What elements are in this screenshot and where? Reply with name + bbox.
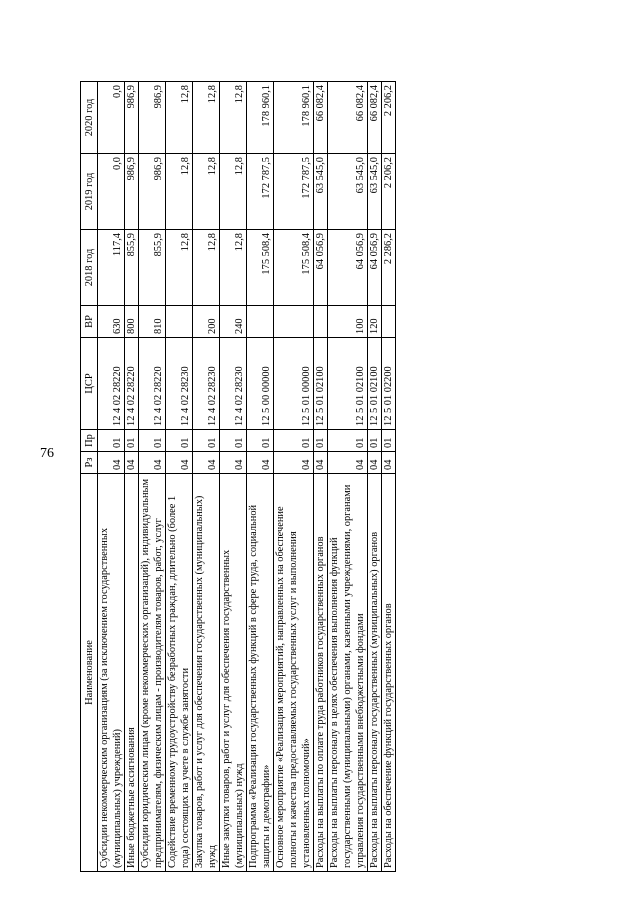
row-vr (274, 306, 314, 338)
row-rz: 04 (139, 452, 166, 474)
row-2018: 64 056,9 (328, 230, 368, 306)
row-2019: 172 787,5 (247, 154, 274, 230)
row-2018: 855,9 (125, 230, 139, 306)
table-row (193, 82, 220, 872)
row-pr: 01 (166, 430, 193, 452)
row-pr: 01 (382, 430, 396, 452)
row-2018: 12,8 (193, 230, 220, 306)
row-name: Основное мероприятие «Реализация мероприятий, направленных на обеспечение полноты и качества предоставляемых государственных услуг и выполнения установленных полномочий» (274, 474, 314, 872)
row-2019: 172 787,5 (274, 154, 314, 230)
row-vr: 100 (328, 306, 368, 338)
row-vr: 200 (193, 306, 220, 338)
row-vr (247, 306, 274, 338)
row-csr: 12 4 02 28230 (193, 338, 220, 430)
row-name: Субсидии некоммерческим организациям (за исключением государственных (муниципальных) учреждений) (98, 474, 125, 872)
row-2019: 63 545,0 (368, 154, 382, 230)
row-rz: 04 (125, 452, 139, 474)
row-name: Расходы на выплаты по оплате труда работников государственных органов (314, 474, 328, 872)
row-rz: 04 (314, 452, 328, 474)
table-row (166, 82, 193, 872)
table-row (314, 82, 328, 872)
rotated-table-wrapper (80, 82, 540, 872)
row-2018: 2 286,2 (382, 230, 396, 306)
row-pr: 01 (98, 430, 125, 452)
row-rz: 04 (193, 452, 220, 474)
row-vr (382, 306, 396, 338)
table-row (220, 82, 247, 872)
table-header-row (81, 82, 98, 872)
row-name: Иные закупки товаров, работ и услуг для обеспечения государственных (муниципальных) нужд (220, 474, 247, 872)
table-row (368, 82, 382, 872)
row-2018: 117,4 (98, 230, 125, 306)
row-rz: 04 (166, 452, 193, 474)
row-vr (166, 306, 193, 338)
row-2020: 12,8 (166, 82, 193, 154)
row-pr: 01 (220, 430, 247, 452)
table-row (274, 82, 314, 872)
table-row (328, 82, 368, 872)
row-pr: 01 (139, 430, 166, 452)
header-csr: ЦСР (81, 338, 98, 430)
row-vr: 630 (98, 306, 125, 338)
row-2018: 12,8 (220, 230, 247, 306)
row-vr: 800 (125, 306, 139, 338)
row-rz: 04 (247, 452, 274, 474)
row-2019: 12,8 (193, 154, 220, 230)
header-2019: 2019 год (81, 154, 98, 230)
table-row (139, 82, 166, 872)
row-csr: 12 4 02 28230 (220, 338, 247, 430)
header-vr: ВР (81, 306, 98, 338)
row-2020: 178 960,1 (247, 82, 274, 154)
row-pr: 01 (193, 430, 220, 452)
row-name: Содействие временному трудоустройству безработных граждан, длительно (более 1 года) состоящих на учете в службе занятости (166, 474, 193, 872)
row-2020: 2 206,2 (382, 82, 396, 154)
row-rz: 04 (368, 452, 382, 474)
row-rz: 04 (274, 452, 314, 474)
row-2020: 986,9 (125, 82, 139, 154)
row-rz: 04 (328, 452, 368, 474)
row-rz: 04 (220, 452, 247, 474)
row-name: Расходы на выплаты персоналу в целях обеспечения выполнения функций государственными (муниципальными) органами, казенными учреждениями, органами управления государственными внебюджетными фондами (328, 474, 368, 872)
table-row (247, 82, 274, 872)
row-2018: 12,8 (166, 230, 193, 306)
row-csr: 12 5 01 02200 (382, 338, 396, 430)
row-csr: 12 5 01 02100 (368, 338, 382, 430)
row-pr: 01 (274, 430, 314, 452)
row-csr: 12 5 01 02100 (328, 338, 368, 430)
row-2020: 12,8 (220, 82, 247, 154)
row-2019: 12,8 (220, 154, 247, 230)
page-number: 76 (40, 446, 54, 461)
row-name: Иные бюджетные ассигнования (125, 474, 139, 872)
row-2019: 0,0 (98, 154, 125, 230)
row-2019: 63 545,0 (314, 154, 328, 230)
row-2019: 63 545,0 (328, 154, 368, 230)
row-2019: 986,9 (139, 154, 166, 230)
header-rz: Рз (81, 452, 98, 474)
row-2018: 175 508,4 (274, 230, 314, 306)
table-row (98, 82, 125, 872)
row-2020: 66 082,4 (314, 82, 328, 154)
row-csr: 12 4 02 28230 (166, 338, 193, 430)
row-rz: 04 (382, 452, 396, 474)
row-2018: 855,9 (139, 230, 166, 306)
header-pr: Пр (81, 430, 98, 452)
row-name: Расходы на выплаты персоналу государственных (муниципальных) органов (368, 474, 382, 872)
row-2020: 0,0 (98, 82, 125, 154)
row-pr: 01 (368, 430, 382, 452)
row-pr: 01 (125, 430, 139, 452)
row-pr: 01 (314, 430, 328, 452)
header-name: Наименование (81, 474, 98, 872)
table-row (125, 82, 139, 872)
row-csr: 12 5 01 00000 (274, 338, 314, 430)
row-vr: 240 (220, 306, 247, 338)
row-name: Расходы на обеспечение функций государственных органов (382, 474, 396, 872)
row-name: Субсидии юридическим лицам (кроме некоммерческих организаций), индивидуальным предпринимателям, физическим лицам - производителям товаров, работ, услуг (139, 474, 166, 872)
row-pr: 01 (247, 430, 274, 452)
row-name: Закупка товаров, работ и услуг для обеспечения государственных (муниципальных) нужд (193, 474, 220, 872)
row-csr: 12 5 01 02100 (314, 338, 328, 430)
row-2020: 178 960,1 (274, 82, 314, 154)
row-2019: 12,8 (166, 154, 193, 230)
row-vr: 120 (368, 306, 382, 338)
header-2018: 2018 год (81, 230, 98, 306)
header-2020: 2020 год (81, 82, 98, 154)
table-row (382, 82, 396, 872)
row-2019: 986,9 (125, 154, 139, 230)
row-csr: 12 5 00 00000 (247, 338, 274, 430)
row-2018: 64 056,9 (368, 230, 382, 306)
row-csr: 12 4 02 28220 (125, 338, 139, 430)
row-2020: 66 082,4 (368, 82, 382, 154)
budget-table (80, 81, 396, 872)
row-name: Подпрограмма «Реализация государственных функций в сфере труда, социальной защиты и демографии» (247, 474, 274, 872)
row-vr: 810 (139, 306, 166, 338)
row-csr: 12 4 02 28220 (139, 338, 166, 430)
row-csr: 12 4 02 28220 (98, 338, 125, 430)
row-2020: 986,9 (139, 82, 166, 154)
row-vr (314, 306, 328, 338)
row-2018: 175 508,4 (247, 230, 274, 306)
row-2019: 2 206,2 (382, 154, 396, 230)
row-pr: 01 (328, 430, 368, 452)
row-2018: 64 056,9 (314, 230, 328, 306)
row-2020: 66 082,4 (328, 82, 368, 154)
row-2020: 12,8 (193, 82, 220, 154)
row-rz: 04 (98, 452, 125, 474)
